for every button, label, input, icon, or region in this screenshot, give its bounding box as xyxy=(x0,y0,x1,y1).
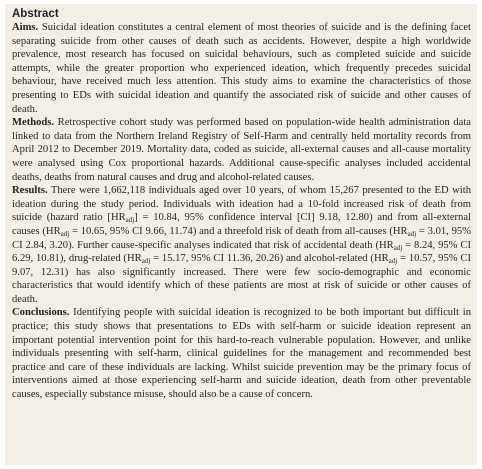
section-text: = 8.24, 95% CI 6.29, 10.81), drug-related (HR xyxy=(12,239,471,265)
abstract-heading: Abstract xyxy=(12,8,59,20)
section-text: Suicidal ideation constitutes a central element of most theories of suicide and is the defining facet separating suicide from other causes of death such as accidents. However, despite a high worldwide prevalence, most research has focused on suicidal behaviours, such as completed suicide and suicide attempts, while the greater proportion who experienced ideation, which frequently precedes suicidal behaviour, have received much less attention. This study aims to examine the characteristics of those presenting to EDs with suicidal ideation and quantify the associated risk of suicide and other causes of death. xyxy=(12,22,471,115)
section-text: ] = 10.84, 95% confidence interval [CI] 9.18, 12.80) and from all-external causes (HR xyxy=(12,212,471,237)
section-text: There were 1,662,118 individuals aged over 10 years, of whom 15,267 presented to the ED with ideation during the study period. Individuals with ideation had a 10-fold increased risk of death from suicide (hazard ratio [HR xyxy=(12,185,471,224)
abstract-section-methods xyxy=(12,116,471,184)
section-text: = 3.01, 95% CI 2.84, 3.20). Further cause-specific analyses indicated that risk of accidental death (HR xyxy=(12,225,472,251)
section-text: = 10.57, 95% CI 9.07, 12.31) has also significantly increased. There were few socio-demographic and economic characteristics that would identify which of these patients are most at risk of suicide or other causes of death. xyxy=(12,253,472,305)
section-label: Results. xyxy=(12,185,48,197)
subscript: adj xyxy=(125,216,135,225)
abstract-section-results xyxy=(12,184,471,306)
section-label: Conclusions. xyxy=(12,307,70,319)
section-text: = 10.65, 95% CI 9.66, 11.74) and a threefold risk of death from all-causes (HR xyxy=(69,225,408,237)
subscript: adj xyxy=(60,229,70,238)
section-label: Aims. xyxy=(12,22,39,33)
subscript: adj xyxy=(407,229,417,238)
section-text: = 15.17, 95% CI 11.36, 20.26) and alcohol-related (HR xyxy=(150,253,389,265)
abstract-panel xyxy=(5,4,477,465)
abstract-body xyxy=(12,21,471,402)
section-label: Methods. xyxy=(12,117,55,129)
subscript: adj xyxy=(393,243,403,252)
section-text: Retrospective cohort study was performed based on population-wide health administration data linked to data from the Northern Ireland Registry of Self-Harm and centrally held mortality records from April 2012 to December 2019. Mortality data, coded as suicide, all-external causes and all-cause mortality were analysed using Cox proportional hazards. Additional cause-specific analyses included accidental deaths, deaths from natural causes and drug and alcohol-related causes. xyxy=(12,117,471,183)
abstract-section-aims xyxy=(12,21,471,116)
abstract-section-conclusions xyxy=(12,306,471,401)
subscript: adj xyxy=(388,257,398,266)
subscript: adj xyxy=(141,257,151,266)
section-text: Identifying people with suicidal ideation is recognized to be both important but difficult in practice; this study shows that presentations to EDs with self-harm or suicide ideation represent an important potential intervention point for this hard-to-reach vulnerable population. However, and unlike individuals presenting with self-harm, clinical guidelines for the management and recommended best practice and care of these individuals are lacking. Whilst suicide prevention may be the primary focus of interventions aimed at those experiencing self-harm and suicide ideation, death from other preventable causes, especially substance misuse, should also be a cause of concern. xyxy=(12,307,471,401)
